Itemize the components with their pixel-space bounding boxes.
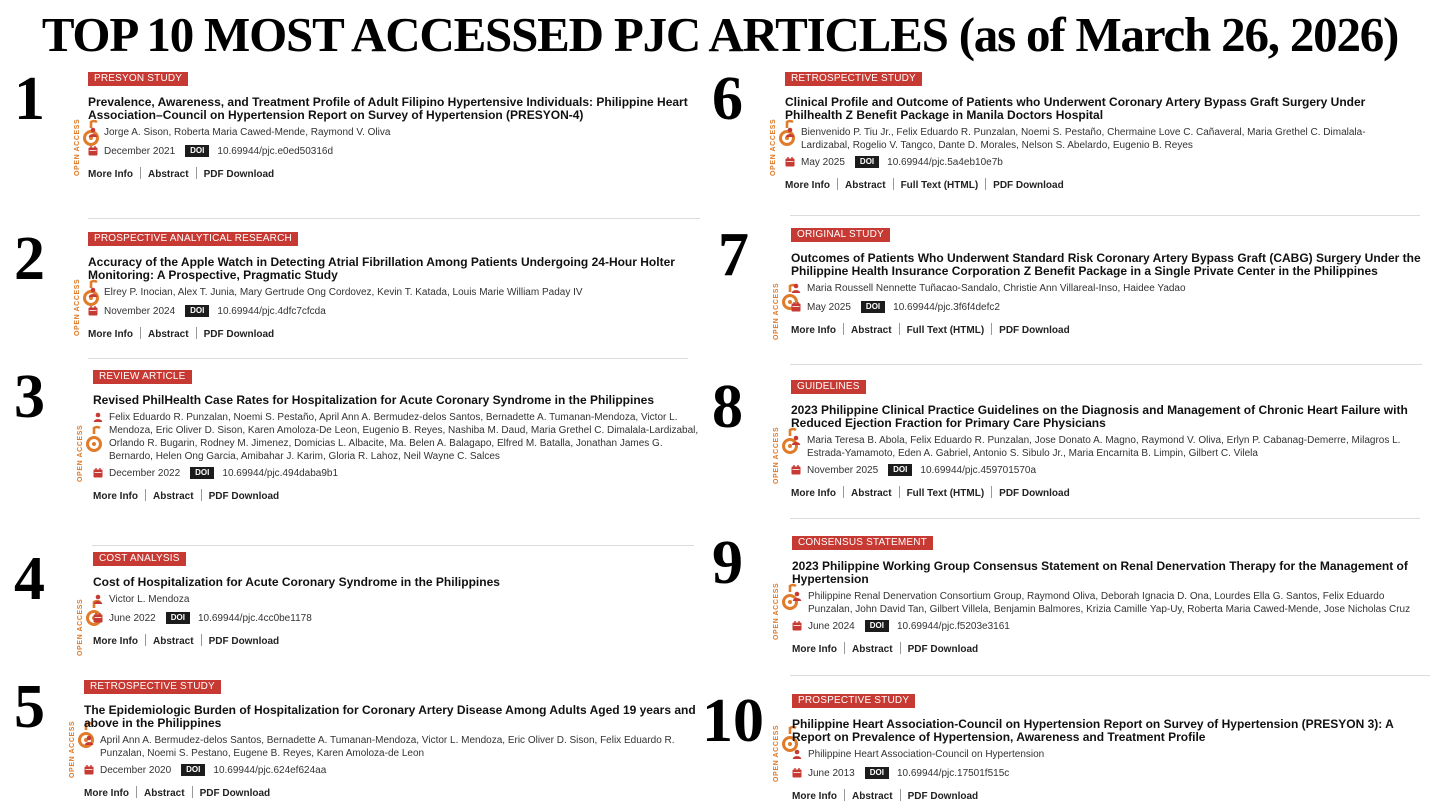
abstract-link[interactable]: Abstract [851,325,892,336]
section-divider [790,364,1422,365]
page-title: TOP 10 MOST ACCESSED PJC ARTICLES (as of March 26, 2026) [41,7,1399,62]
link-separator [843,486,844,498]
doi-link[interactable]: 10.69944/pjc.3f6f4defc2 [893,302,1000,313]
link-separator [196,167,197,179]
article-date: December 2021 [104,146,176,157]
link-separator [893,178,894,190]
date-doi-row [792,767,1422,782]
doi-badge: DOI [865,620,889,632]
user-icon [93,593,109,608]
pdf-download-link[interactable]: PDF Download [203,169,275,180]
date-doi-row [791,301,1421,316]
calendar-icon [93,612,109,627]
link-separator [899,486,900,498]
svg-text:OPEN ACCESS: OPEN ACCESS [773,282,780,340]
link-separator [140,167,141,179]
more-info-link[interactable]: More Info [84,788,129,799]
link-separator [844,789,845,801]
svg-text:OPEN ACCESS: OPEN ACCESS [773,724,780,782]
article-card [93,366,708,503]
doi-badge: DOI [166,612,190,624]
doi-badge: DOI [855,156,879,168]
svg-text:OPEN ACCESS: OPEN ACCESS [74,118,81,176]
link-separator [991,323,992,335]
article-card [84,676,709,800]
date-doi-row [93,612,708,627]
article-date: June 2024 [808,621,855,632]
category-badge: REVIEW ARTICLE [93,370,192,384]
article-title[interactable]: 2023 Philippine Working Group Consensus Statement on Renal Denervation Therapy for the Management of Hypertension [792,559,1408,586]
article-authors: Philippine Renal Denervation Consortium Group, Raymond Oliva, Deborah Ignacia D. Ona, Lourdes Ella G. Santos, Felix Eduardo Punzalan, John David Tan, Gilbert Villela, Benjamin Balmores, Krizia Camille Yap-Uy, Roberta Maria Cawed-Mende, Jose Nicholas Cruz [808,591,1411,615]
article-authors: Philippine Heart Association-Council on Hypertension [808,749,1045,760]
authors-row [93,593,708,608]
article-title[interactable]: Cost of Hospitalization for Acute Coronary Syndrome in the Philippines [93,575,500,589]
article-title[interactable]: Prevalence, Awareness, and Treatment Profile of Adult Filipino Hypertensive Individuals: Philippine Heart Association–Council on Hypertension Report on Survey of Hypertension (PRESYON-4) [88,95,688,122]
link-separator [145,634,146,646]
link-separator [145,489,146,501]
date-doi [104,305,708,318]
article-title[interactable]: Revised PhilHealth Case Rates for Hospitalization for Acute Coronary Syndrome in the Philippines [93,393,654,407]
rank-number: 4 [14,545,45,613]
calendar-icon [88,145,104,160]
article-links [792,642,1422,656]
pdf-download-link[interactable]: PDF Download [999,325,1070,336]
user-icon [791,434,807,449]
abstract-link[interactable]: Abstract [852,791,893,802]
more-info-link[interactable]: More Info [93,636,138,647]
article-title[interactable]: Clinical Profile and Outcome of Patients who Underwent Coronary Artery Bypass Graft Surgery Under Philhealth Z Benefit Package in Manila Doctors Hospital [785,95,1366,122]
category-badge: RETROSPECTIVE STUDY [84,680,221,694]
date-doi-row [84,764,709,779]
link-separator [140,327,141,339]
doi-badge: DOI [181,764,205,776]
article-card [792,532,1422,656]
more-info-link[interactable]: More Info [93,491,138,502]
calendar-icon [792,620,808,635]
doi-badge: DOI [865,767,889,779]
rank-number: 7 [718,221,749,289]
user-icon [792,590,808,605]
user-icon [84,734,100,749]
section-divider [88,358,688,359]
section-divider [790,215,1420,216]
article-title[interactable]: Outcomes of Patients Who Underwent Standard Risk Coronary Artery Bypass Graft (CABG) Surgery Under the Philippine Health Insurance Corporation Z Benefit Package in a Single Private Center in the Philippines [791,251,1421,278]
more-info-link[interactable]: More Info [791,325,836,336]
user-icon [791,282,807,297]
doi-link[interactable]: 10.69944/pjc.f5203e3161 [896,621,1010,632]
abstract-link[interactable]: Abstract [153,636,194,647]
abstract-link[interactable]: Abstract [153,491,194,502]
article-title[interactable]: The Epidemiologic Burden of Hospitalization for Coronary Artery Disease Among Adults Aged 19 years and above in the Philippines [84,703,696,730]
calendar-icon [785,156,801,171]
article-links [93,634,708,648]
date-doi-row [93,467,708,482]
svg-text:OPEN ACCESS: OPEN ACCESS [69,720,76,778]
user-icon [88,126,104,141]
rank-number: 10 [702,687,764,755]
pdf-download-link[interactable]: PDF Download [999,488,1070,499]
pdf-download-link[interactable]: PDF Download [907,644,979,655]
article-card [792,690,1422,803]
article-links [791,486,1421,500]
rank-number: 6 [712,65,743,133]
link-separator [843,323,844,335]
pdf-download-link[interactable]: PDF Download [199,788,271,799]
more-info-link[interactable]: More Info [791,488,836,499]
full-text-html-link[interactable]: Full Text (HTML) [900,180,979,191]
link-separator [991,486,992,498]
doi-link[interactable]: 10.69944/pjc.17501f515c [896,768,1010,779]
date-doi-row [88,305,708,320]
article-links [88,327,708,341]
section-divider [92,545,694,546]
rank-number: 1 [14,65,45,133]
doi-link[interactable]: 10.69944/pjc.4cc0be1178 [197,613,312,624]
link-separator [201,634,202,646]
more-info-link[interactable]: More Info [88,329,133,340]
svg-text:OPEN ACCESS: OPEN ACCESS [773,426,780,484]
link-separator [844,642,845,654]
more-info-link[interactable]: More Info [792,791,837,802]
link-separator [899,323,900,335]
doi-badge: DOI [185,145,209,157]
article-links [785,178,1410,192]
doi-link[interactable]: 10.69944/pjc.624ef624aa [213,765,327,776]
article-authors: Maria Roussell Nennette Tuñacao-Sandalo, Christie Ann Villareal-Inso, Haidee Yadao [807,283,1186,294]
doi-link[interactable]: 10.69944/pjc.e0ed50316d [217,146,334,157]
article-authors: Maria Teresa B. Abola, Felix Eduardo R. Punzalan, Jose Donato A. Magno, Raymond V. Oliva, Erlyn P. Cabanag-Demerre, Milagros L. Estrada-Yamamoto, Eden A. Gabriel, Antonio S. Sibulo Jr., Maria Encarnita B. Limpin, Gilbert C. Vilela [807,435,1401,459]
article-date: May 2025 [807,302,851,313]
abstract-link[interactable]: Abstract [851,488,892,499]
section-divider [790,518,1420,519]
pdf-download-link[interactable]: PDF Download [907,791,979,802]
user-icon [93,411,109,426]
article-date: November 2024 [104,306,176,317]
date-doi-row [792,620,1422,635]
category-badge: GUIDELINES [791,380,866,394]
article-card [93,548,708,648]
article-title[interactable]: Philippine Heart Association-Council on Hypertension Report on Survey of Hypertension (PRESYON 3): A Report on Prevalence of Hypertension, Awareness and Treatment Profile [792,717,1394,744]
user-icon [792,748,808,763]
link-separator [201,489,202,501]
doi-badge: DOI [190,467,214,479]
authors-row [785,126,1410,152]
svg-text:OPEN ACCESS: OPEN ACCESS [77,598,84,656]
category-badge: PROSPECTIVE STUDY [792,694,915,708]
svg-text:OPEN ACCESS: OPEN ACCESS [77,424,84,482]
article-links [791,323,1421,337]
abstract-link[interactable]: Abstract [148,169,189,180]
date-doi [100,764,709,777]
date-doi [807,301,1421,314]
svg-text:OPEN ACCESS: OPEN ACCESS [770,118,777,176]
category-badge: RETROSPECTIVE STUDY [785,72,922,86]
pdf-download-link[interactable]: PDF Download [208,636,280,647]
article-title[interactable]: Accuracy of the Apple Watch in Detecting Atrial Fibrillation Among Patients Undergoing 24-Hour Holter Monitoring: A Prospective, Pragmatic Study [88,255,675,282]
authors-row [88,286,708,301]
section-divider [88,218,700,219]
doi-badge: DOI [888,464,912,476]
article-links [93,489,708,503]
authors-row [84,734,709,760]
date-doi [807,464,1421,477]
article-date: December 2022 [109,468,181,479]
article-title[interactable]: 2023 Philippine Clinical Practice Guidelines on the Diagnosis and Management of Chronic Heart Failure with Reduced Ejection Fraction for Primary Care Physicians [791,403,1408,430]
article-date: December 2020 [100,765,172,776]
doi-link[interactable]: 10.69944/pjc.494daba9b1 [222,468,339,479]
article-links [84,786,709,800]
more-info-link[interactable]: More Info [785,180,830,191]
article-date: November 2025 [807,465,879,476]
pdf-download-link[interactable]: PDF Download [993,180,1064,191]
rank-number: 3 [14,363,45,431]
doi-link[interactable]: 10.69944/pjc.4dfc7cfcda [217,306,326,317]
article-card [785,68,1410,192]
more-info-link[interactable]: More Info [792,644,837,655]
date-doi [104,145,703,158]
pdf-download-link[interactable]: PDF Download [208,491,280,502]
article-authors: Jorge A. Sison, Roberta Maria Cawed-Mende, Raymond V. Oliva [104,127,391,138]
date-doi [109,612,708,625]
doi-link[interactable]: 10.69944/pjc.5a4eb10e7b [887,157,1003,168]
article-links [88,167,703,181]
category-badge: PRESYON STUDY [88,72,188,86]
link-separator [192,786,193,798]
link-separator [900,642,901,654]
abstract-link[interactable]: Abstract [148,329,189,340]
more-info-link[interactable]: More Info [88,169,133,180]
abstract-link[interactable]: Abstract [845,180,886,191]
article-date: June 2022 [109,613,156,624]
article-authors: April Ann A. Bermudez-delos Santos, Bernadette A. Tumanan-Mendoza, Victor L. Mendoza, Eric Oliver D. Sison, Felix Eduardo R. Punzalan, Noemi S. Pestano, Eugene B. Reyes, Karen Amoloza-de Leon [100,735,675,759]
calendar-icon [791,464,807,479]
article-card [88,68,703,181]
svg-text:OPEN ACCESS: OPEN ACCESS [74,278,81,336]
article-date: May 2025 [801,157,845,168]
date-doi-row [785,156,1410,171]
doi-badge: DOI [185,305,209,317]
date-doi [808,620,1422,633]
calendar-icon [93,467,109,482]
link-separator [985,178,986,190]
svg-text:OPEN ACCESS: OPEN ACCESS [773,582,780,640]
rank-number: 8 [712,373,743,441]
pdf-download-link[interactable]: PDF Download [203,329,275,340]
category-badge: PROSPECTIVE ANALYTICAL RESEARCH [88,232,298,246]
date-doi [109,467,708,480]
link-separator [837,178,838,190]
link-separator [196,327,197,339]
category-badge: CONSENSUS STATEMENT [792,536,933,550]
article-authors: Elrey P. Inocian, Alex T. Junia, Mary Gertrude Ong Cordovez, Kevin T. Katada, Louis Marie William Paday IV [104,287,583,298]
date-doi [808,767,1422,780]
article-card [791,224,1421,337]
doi-link[interactable]: 10.69944/pjc.459701570a [920,465,1037,476]
authors-row [792,590,1422,616]
date-doi-row [791,464,1421,479]
article-links [792,789,1422,803]
abstract-link[interactable]: Abstract [852,644,893,655]
article-authors: Felix Eduardo R. Punzalan, Noemi S. Pestaño, April Ann A. Bermudez-delos Santos, Bernadette A. Tumanan-Mendoza, Victor L. Mendoza, Eric Oliver D. Sison, Karen Amoloza-De Leon, Eugenio B. Reyes, Nashiba M. Daud, Maria Grethel C. Dimalala-Lardizabal, Orlando R. Bugarin, Rodney M. Jimenez, Domicias L. Albacite, Ma. Belen A. Balagapo, Elfred M. Batalla, Jonathan James G. Bernardo, Helen Ong Garcia, Amibahar J. Karim, Gloria R. Lahoz, Neil Wayne C. Salces [109,412,699,462]
rank-number: 9 [712,529,743,597]
authors-row [93,411,708,463]
date-doi [801,156,1410,169]
authors-row [792,748,1422,763]
link-separator [900,789,901,801]
full-text-html-link[interactable]: Full Text (HTML) [906,488,985,499]
article-authors: Bienvenido P. Tiu Jr., Felix Eduardo R. Punzalan, Noemi S. Pestaño, Chermaine Love C. Cañaveral, Maria Grethel C. Dimalala-Lardizabal, Rogelio V. Tangco, Dante D. Morales, Nelson S. Abelardo, Eugenio B. Reyes [801,127,1366,151]
authors-row [791,282,1421,297]
category-badge: COST ANALYSIS [93,552,186,566]
calendar-icon [791,301,807,316]
rank-number: 2 [14,225,45,293]
link-separator [136,786,137,798]
rank-number: 5 [14,673,45,741]
user-icon [88,286,104,301]
authors-row [88,126,703,141]
calendar-icon [88,305,104,320]
section-divider [790,675,1430,676]
article-card [88,228,708,341]
authors-row [791,434,1421,460]
abstract-link[interactable]: Abstract [144,788,185,799]
doi-badge: DOI [861,301,885,313]
article-authors: Victor L. Mendoza [109,594,190,605]
article-card [791,376,1421,500]
date-doi-row [88,145,703,160]
calendar-icon [792,767,808,782]
article-date: June 2013 [808,768,855,779]
category-badge: ORIGINAL STUDY [791,228,890,242]
user-icon [785,126,801,141]
calendar-icon [84,764,100,779]
full-text-html-link[interactable]: Full Text (HTML) [906,325,985,336]
